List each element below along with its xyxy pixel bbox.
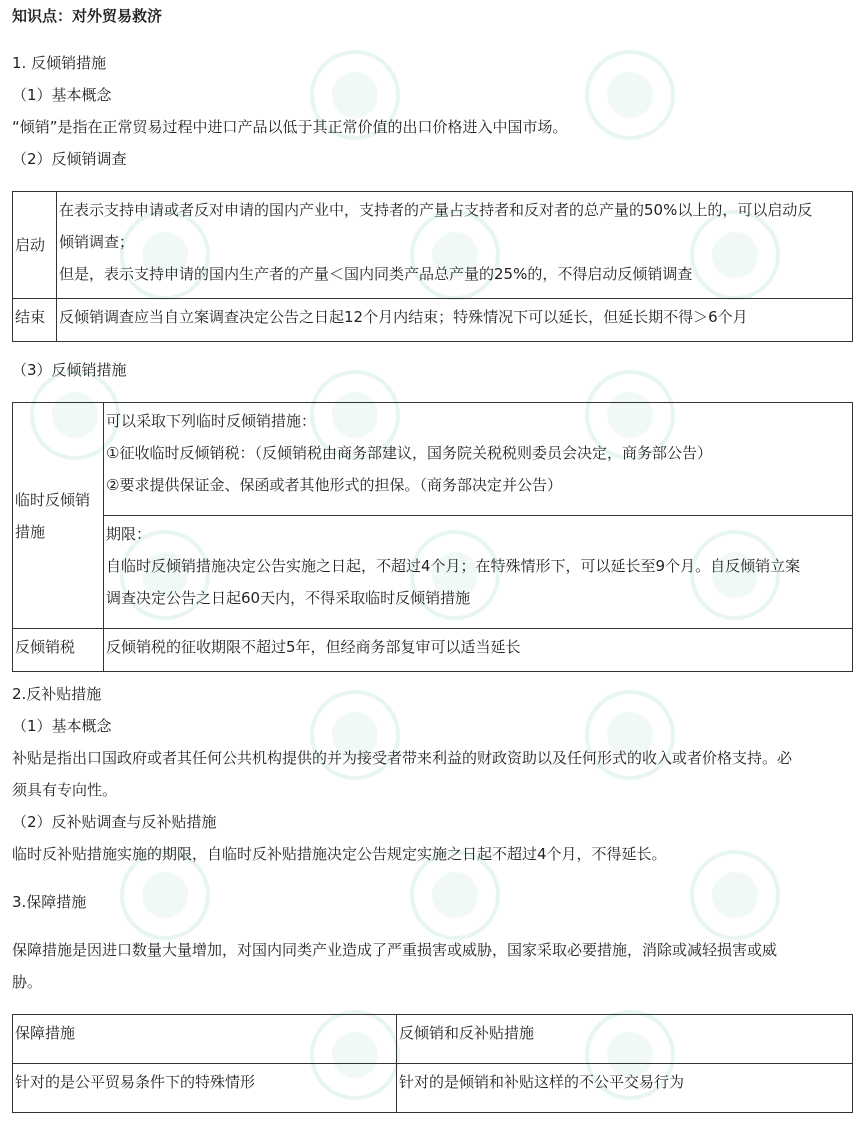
cell-text: 调查决定公告之日起60天内，不得采取临时反倾销措施 (106, 589, 471, 607)
body-text: 临时反补贴措施实施的期限，自临时反补贴措施决定公告规定实施之日起不超过4个月，不得延长。 (12, 845, 667, 863)
table-cell: 针对的是倾销和补贴这样的不公平交易行为 (397, 1064, 853, 1113)
sub-heading: （2）反倾销调查 (12, 150, 127, 168)
table-cell-label (13, 299, 57, 342)
table-row (13, 629, 853, 672)
table-cell-label: 启动 (13, 192, 57, 299)
sub-heading: （3）反倾销措施 (12, 361, 127, 379)
table-cell (104, 629, 853, 672)
cell-text: 临时反倾销 (15, 490, 91, 509)
watermark-logo-icon (585, 50, 675, 140)
section-heading: 2.反补贴措施 (12, 685, 102, 703)
table-header-cell: 反倾销和反补贴措施 (397, 1015, 853, 1064)
sub-heading: （2）反补贴调查与反补贴措施 (12, 813, 217, 831)
section-heading: 3.保障措施 (12, 893, 87, 911)
table-row (13, 1015, 853, 1064)
table-cell-label (13, 629, 104, 672)
table-row (13, 299, 853, 342)
sub-heading: （1）基本概念 (12, 86, 112, 104)
table-row (13, 1064, 853, 1113)
table-cell: 针对的是公平贸易条件下的特殊情形 (13, 1064, 397, 1113)
definition-text: 须具有专向性。 (12, 781, 118, 799)
definition-text: “倾销”是指在正常贸易过程中进口产品以低于其正常价值的出口价格进入中国市场。 (12, 118, 568, 136)
definition-text: 胁。 (12, 973, 43, 991)
table-header-cell: 保障措施 (13, 1015, 397, 1064)
page-title: 知识点：对外贸易救济 (12, 7, 163, 25)
table-cell (57, 299, 853, 342)
table-cell-label (13, 403, 104, 629)
table-row (13, 192, 853, 299)
table-row (13, 403, 853, 516)
table-cell (57, 192, 853, 299)
section-heading: 1. 反倾销措施 (12, 54, 107, 72)
cell-text: 倾销调查； (59, 233, 135, 251)
cell-text: 反倾销税的征收期限不超过5年，但经商务部复审可以适当延长 (106, 638, 521, 656)
cell-text: 措施 (15, 522, 46, 541)
cell-text: 在表示支持申请或者反对申请的国内产业中，支持者的产量占支持者和反对者的总产量的50%以上的，可以启动反 (59, 201, 813, 219)
cell-text: 可以采取下列临时反倾销措施： (106, 412, 317, 430)
table-row (13, 516, 853, 629)
cell-text: 期限： (106, 525, 152, 543)
comparison-table (12, 1014, 853, 1113)
anti-dumping-measures-table (12, 402, 853, 672)
cell-text: 反倾销调查应当自立案调查决定公告之日起12个月内结束；特殊情况下可以延长，但延长期不得＞6个月 (59, 308, 748, 326)
anti-dumping-investigation-table (12, 191, 853, 342)
cell-text: 结束 (15, 308, 46, 326)
cell-text: ②要求提供保证金、保函或者其他形式的担保。（商务部决定并公告） (106, 476, 562, 494)
watermark-logo-icon (690, 850, 780, 940)
definition-text: 补贴是指出口国政府或者其任何公共机构提供的并为接受者带来利益的财政资助以及任何形式的收入或者价格支持。必 (12, 749, 793, 767)
table-cell (104, 516, 853, 629)
cell-text: 但是，表示支持申请的国内生产者的产量＜国内同类产品总产量的25%的，不得启动反倾销调查 (59, 265, 693, 283)
cell-text: ①征收临时反倾销税：（反倾销税由商务部建议，国务院关税税则委员会决定，商务部公告） (106, 444, 712, 462)
cell-text: 自临时反倾销措施决定公告实施之日起，不超过4个月；在特殊情形下，可以延长至9个月。自反倾销立案 (106, 557, 801, 575)
cell-text: 反倾销税 (15, 638, 76, 656)
table-cell (104, 403, 853, 516)
definition-text: 保障措施是因进口数量大量增加，对国内同类产业造成了严重损害或威胁，国家采取必要措施，消除或减轻损害或威 (12, 941, 778, 959)
sub-heading: （1）基本概念 (12, 717, 112, 735)
